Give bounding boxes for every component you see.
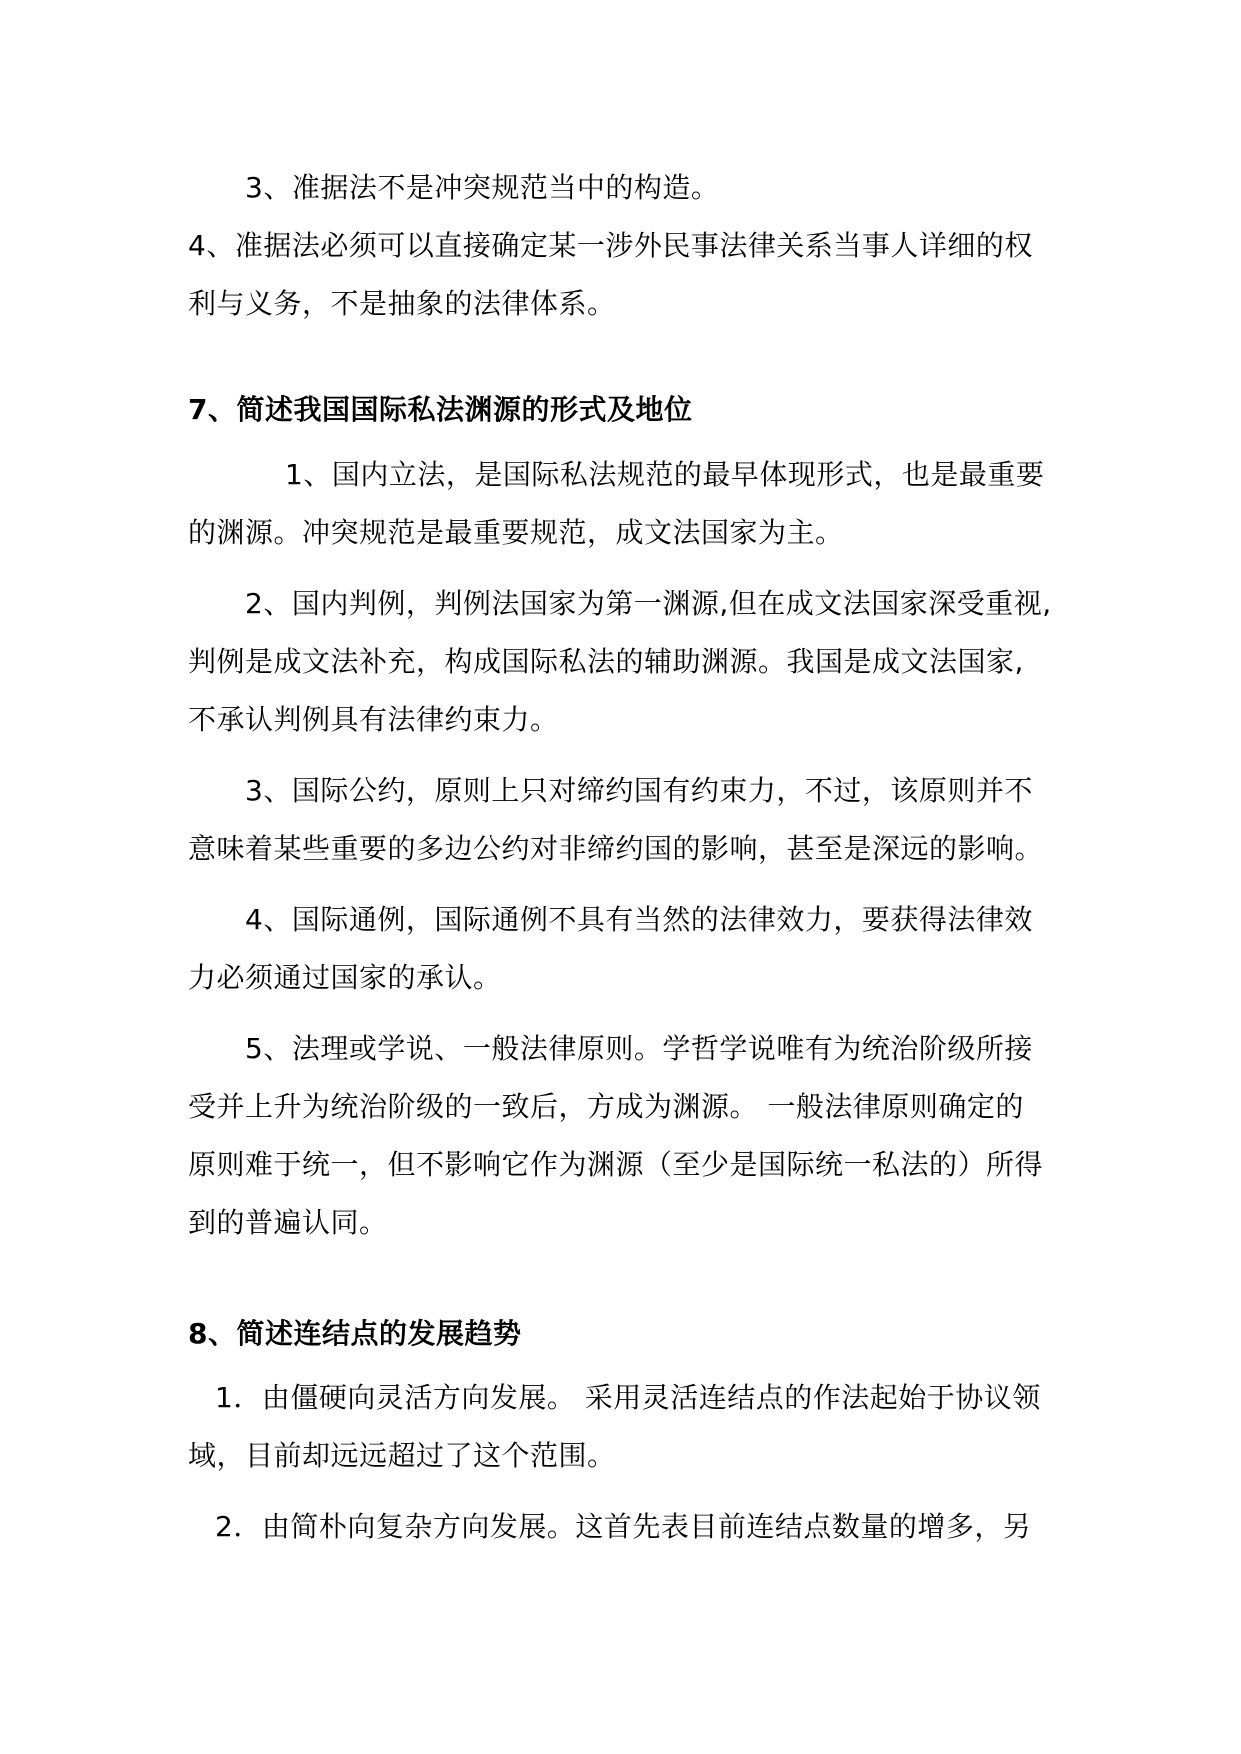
paragraph-line: 2．由简朴向复杂方向发展。这首先表目前连结点数量的增多，另 bbox=[215, 1510, 1032, 1543]
paragraph-line: 1．由僵硬向灵活方向发展。 采用灵活连结点的作法起始于协议领 bbox=[215, 1381, 1041, 1414]
paragraph-line: 到的普遍认同。 bbox=[188, 1206, 388, 1239]
paragraph-line: 原则难于统一，但不影响它作为渊源（至少是国际统一私法的）所得 bbox=[188, 1148, 1044, 1181]
paragraph-line: 3、国际公约，原则上只对缔约国有约束力，不过，该原则并不 bbox=[245, 774, 1033, 807]
section-heading: 7、简述我国国际私法渊源的形式及地位 bbox=[188, 393, 693, 426]
paragraph-line: 受并上升为统治阶级的一致后，方成为渊源。 一般法律原则确定的 bbox=[188, 1090, 1024, 1123]
paragraph-line: 3、准据法不是冲突规范当中的构造。 bbox=[245, 171, 720, 204]
paragraph-line: 利与义务，不是抽象的法律体系。 bbox=[188, 287, 616, 320]
paragraph-line: 判例是成文法补充，构成国际私法的辅助渊源。我国是成文法国家, bbox=[188, 645, 1024, 678]
paragraph-line: 力必须通过国家的承认。 bbox=[188, 961, 502, 994]
paragraph-line: 域，目前却远远超过了这个范围。 bbox=[188, 1439, 616, 1472]
paragraph-line: 1、国内立法，是国际私法规范的最早体现形式，也是最重要 bbox=[285, 458, 1045, 491]
paragraph-line: 的渊源。冲突规范是最重要规范，成文法国家为主。 bbox=[188, 516, 844, 549]
paragraph-line: 2、国内判例，判例法国家为第一渊源,但在成文法国家深受重视, bbox=[245, 587, 1052, 620]
paragraph-line: 5、法理或学说、一般法律原则。学哲学说唯有为统治阶级所接 bbox=[245, 1032, 1033, 1065]
paragraph-line: 不承认判例具有法律约束力。 bbox=[188, 703, 559, 736]
paragraph-line: 4、准据法必须可以直接确定某一涉外民事法律关系当事人详细的权 bbox=[188, 229, 1033, 262]
paragraph-line: 意味着某些重要的多边公约对非缔约国的影响，甚至是深远的影响。 bbox=[188, 832, 1044, 865]
paragraph-line: 4、国际通例，国际通例不具有当然的法律效力，要获得法律效 bbox=[245, 903, 1033, 936]
section-heading: 8、简述连结点的发展趋势 bbox=[188, 1317, 522, 1350]
